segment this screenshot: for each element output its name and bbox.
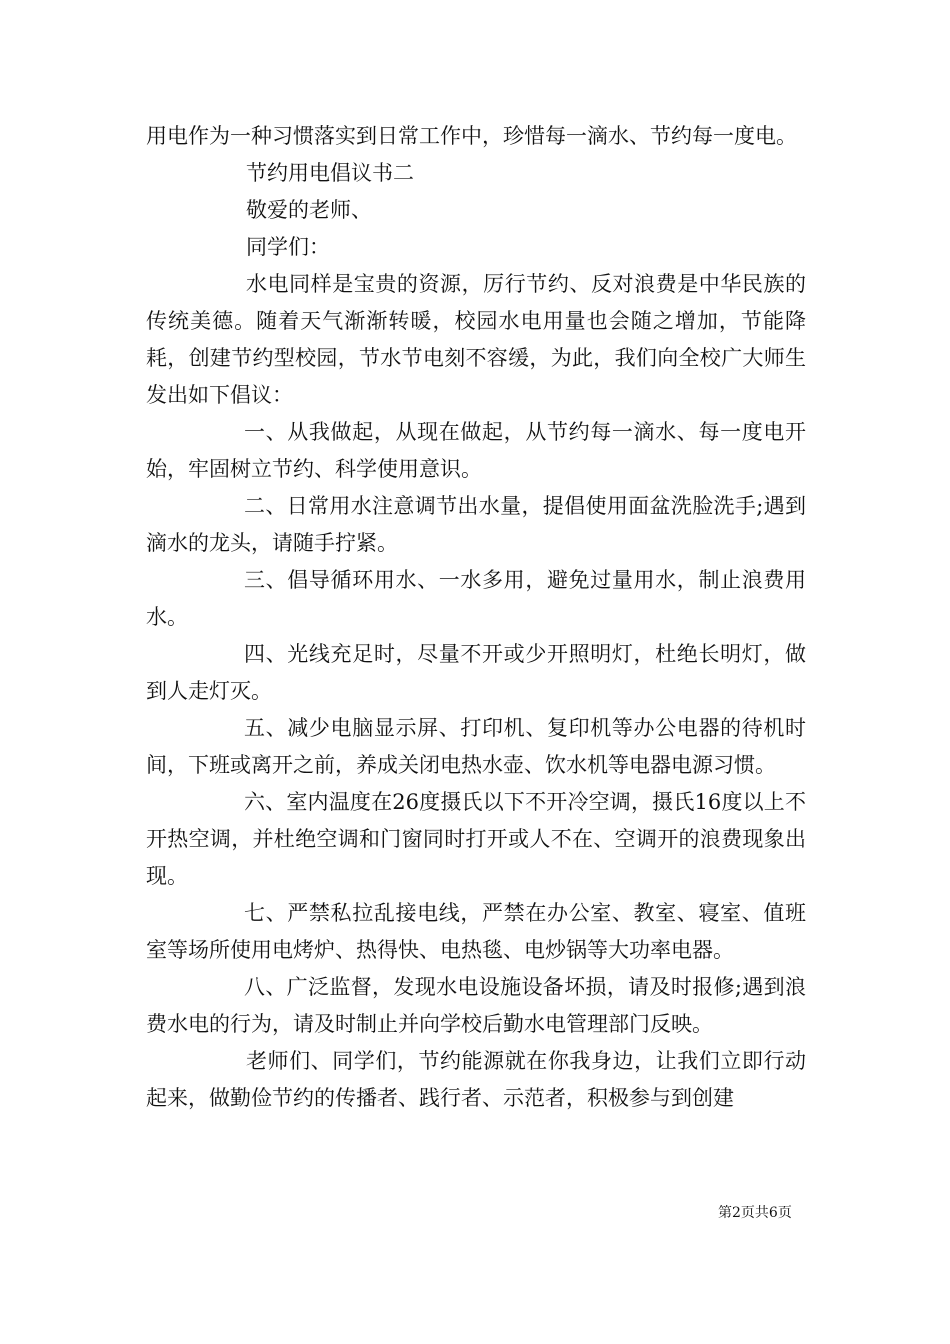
proposal-item-2: 二、日常用水注意调节出水量，提倡使用面盆洗脸洗手;遇到滴水的龙头，请随手拧紧。	[146, 494, 806, 555]
salutation-line-2: 同学们：	[246, 235, 330, 259]
paragraph-intro: 水电同样是宝贵的资源，厉行节约、反对浪费是中华民族的传统美德。随着天气渐渐转暖，校园水电用量也会随之增加，节能降耗，创建节约型校园，节水节电刻不容缓，为此，我们向全校广大师生发出如下倡议：	[146, 272, 806, 407]
paragraph-continuation: 用电作为一种习惯落实到日常工作中，珍惜每一滴水、节约每一度电。	[146, 124, 797, 148]
proposal-item-1: 一、从我做起，从现在做起，从节约每一滴水、每一度电开始，牢固树立节约、科学使用意识。	[146, 420, 806, 481]
proposal-item-4: 四、光线充足时，尽量不开或少开照明灯，杜绝长明灯，做到人走灯灭。	[146, 642, 806, 703]
salutation-line-1: 敬爱的老师、	[246, 198, 372, 222]
paragraph-closing: 老师们、同学们，节约能源就在你我身边，让我们立即行动起来，做勤俭节约的传播者、践行者、示范者，积极参与到创建	[146, 1049, 806, 1110]
proposal-item-8: 八、广泛监督，发现水电设施设备坏损，请及时报修;遇到浪费水电的行为，请及时制止并向学校后勤水电管理部门反映。	[146, 975, 806, 1036]
proposal-item-7: 七、严禁私拉乱接电线，严禁在办公室、教室、寝室、值班室等场所使用电烤炉、热得快、电热毯、电炒锅等大功率电器。	[146, 901, 806, 962]
proposal-item-6: 六、室内温度在26度摄氏以下不开冷空调，摄氏16度以上不开热空调，并杜绝空调和门窗同时打开或人不在、空调开的浪费现象出现。	[146, 790, 806, 888]
document-body	[146, 118, 806, 1117]
proposal-item-3: 三、倡导循环用水、一水多用，避免过量用水，制止浪费用水。	[146, 568, 806, 629]
page-number: 第2页共6页	[718, 1205, 792, 1221]
section-heading: 节约用电倡议书二	[246, 161, 414, 185]
proposal-item-5: 五、减少电脑显示屏、打印机、复印机等办公电器的待机时间，下班或离开之前，养成关闭电热水壶、饮水机等电器电源习惯。	[146, 716, 806, 777]
